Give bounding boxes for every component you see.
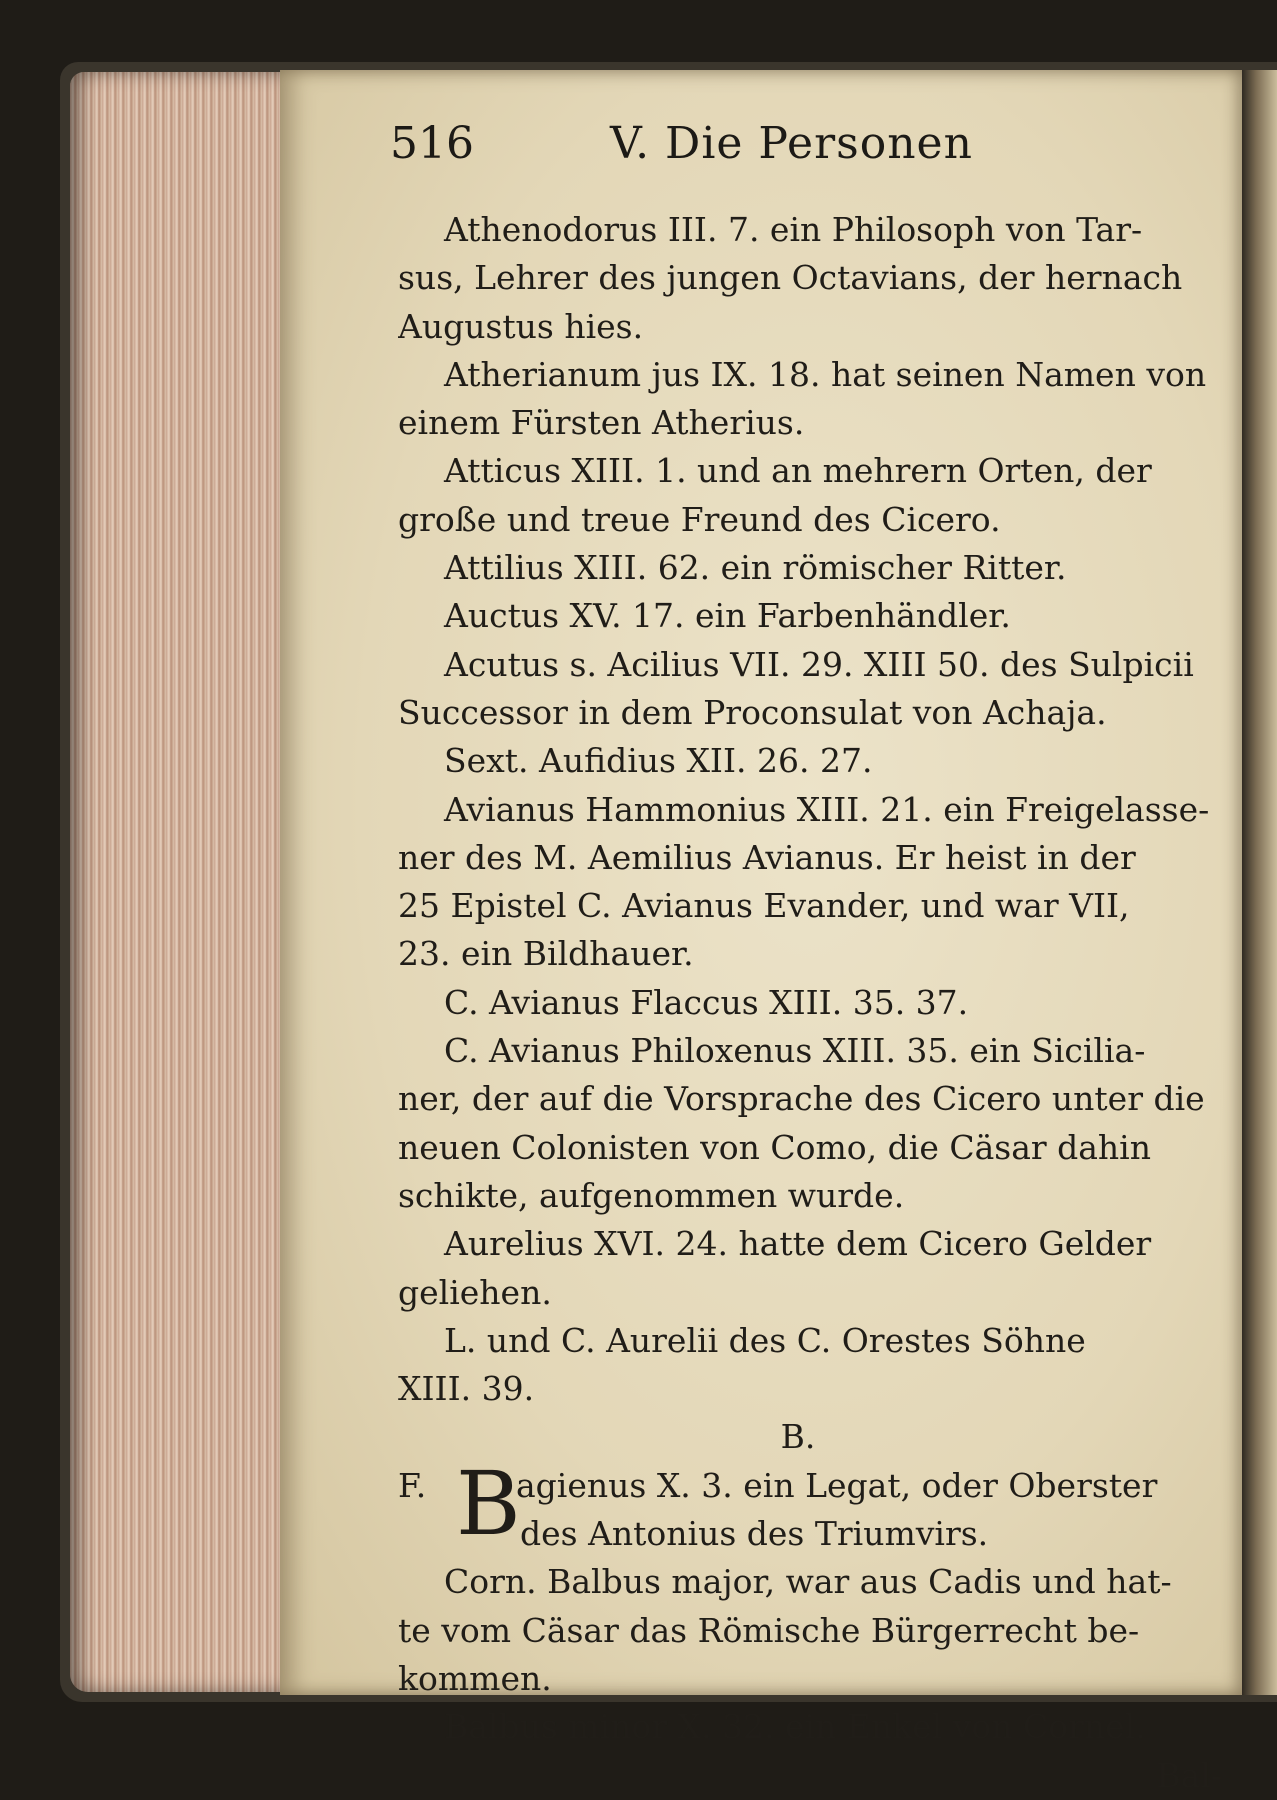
text-line: des Antonius des Triumvirs. — [520, 1514, 989, 1554]
text-line: Athenodorus III. 7. ein Philosoph von Tar- — [444, 210, 1143, 249]
text-line: 23. ein Bildhauer. — [398, 934, 694, 974]
text-line: kommen. — [398, 1658, 552, 1698]
dropcap-lead: F. — [398, 1465, 427, 1505]
text-line: Aurelius XVI. 24. hatte dem Cicero Gelder — [444, 1224, 1152, 1264]
text-line: L. und C. Aurelii des C. Orestes Söhne — [444, 1320, 1086, 1360]
page-edges — [70, 72, 285, 1692]
page-number: 516 — [390, 118, 474, 169]
text-line: C. Avianus Philoxenus XIII. 35. ein Sicilia- — [444, 1031, 1146, 1071]
text-line: sus, Lehrer des jungen Octavians, der hernach — [398, 258, 1183, 298]
text-line: C. Avianus Flaccus XIII. 35. 37. — [444, 982, 969, 1022]
text-line: agienus X. 3. ein Legat, oder Oberster — [516, 1465, 1158, 1505]
dropcap-paragraph — [398, 1451, 1228, 1559]
page-body — [398, 206, 1228, 1800]
text-line: te vom Cäsar das Römische Bürgerrecht be- — [398, 1610, 1140, 1650]
text-line: Avianus Hammonius XIII. 21. ein Freigelasse- — [444, 789, 1210, 829]
text-line: geliehen. — [398, 1272, 552, 1312]
page-header — [390, 118, 1210, 188]
text-line: ner, der auf die Vorsprache des Cicero unter die — [398, 1079, 1205, 1119]
text-line: Corn. Balbus major, war aus Cadis und hat- — [444, 1562, 1172, 1602]
text-line: Attilius XIII. 62. ein römischer Ritter. — [444, 548, 1067, 588]
running-head: V. Die Personen — [610, 118, 973, 169]
text-line: 25 Epistel C. Avianus Evander, und war VII, — [398, 886, 1130, 926]
catchword: Bal- — [1156, 1755, 1222, 1795]
text-line: Balbus minor X. 32. ein Enkel von Cornel. — [444, 1707, 1146, 1747]
text-line: schikte, aufgenommen wurde. — [398, 1175, 905, 1215]
text-line: ner des M. Aemilius Avianus. Er heist in der — [398, 837, 1136, 877]
dropcap-letter: B — [456, 1451, 521, 1555]
text-line: Auctus XV. 17. ein Farbenhändler. — [444, 596, 1011, 636]
text-line: Sext. Aufidius XII. 26. 27. — [444, 741, 873, 781]
text-line: neuen Colonisten von Como, die Cäsar dahin — [398, 1127, 1151, 1167]
text-line: Atticus XIII. 1. und an mehrern Orten, der — [444, 451, 1152, 491]
text-line: Atherianum jus IX. 18. hat seinen Namen von — [444, 354, 1207, 394]
section-letter: B. — [780, 1417, 816, 1457]
text-line: einem Fürsten Atherius. — [398, 403, 805, 443]
text-line: Acutus s. Acilius VII. 29. XIII 50. des Sulpicii — [444, 644, 1194, 684]
facing-page-gutter — [1242, 70, 1277, 1695]
text-line: XIII. 39. — [398, 1369, 535, 1409]
text-line: Successor in dem Proconsulat von Achaja. — [398, 692, 1107, 732]
text-line: Augustus hies. — [398, 306, 644, 346]
text-line: große und treue Freund des Cicero. — [398, 499, 1001, 539]
